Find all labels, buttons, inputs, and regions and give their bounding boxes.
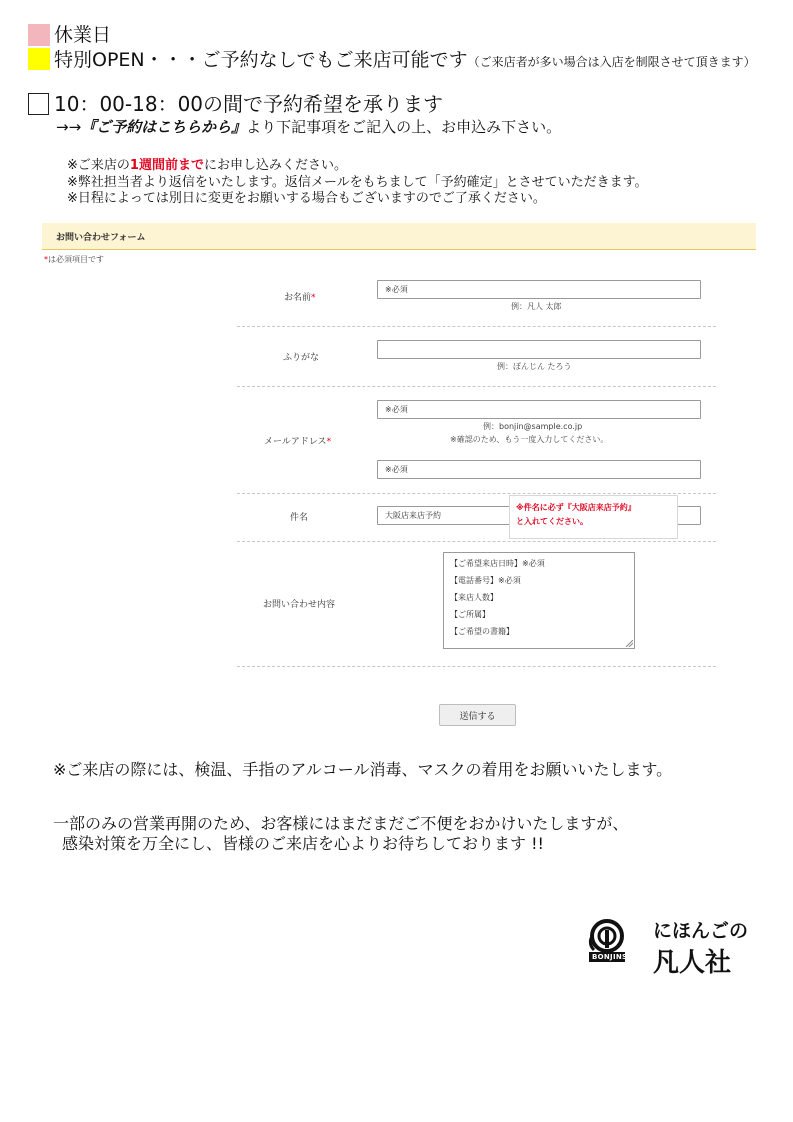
divider xyxy=(237,541,716,542)
required-note-text: は必須項目です xyxy=(48,255,104,264)
closed-day-label: 休業日 xyxy=(54,24,112,46)
bonjinsha-logo xyxy=(587,912,757,976)
resize-handle-icon[interactable] xyxy=(626,640,633,647)
required-star: * xyxy=(326,437,332,447)
subject-field[interactable]: 大阪店来店予約 xyxy=(377,506,701,525)
bonjinsha-emblem-icon xyxy=(587,912,655,976)
note-1-post: にお申し込みください。 xyxy=(203,158,347,173)
special-open-swatch xyxy=(28,48,50,70)
special-open-note: （ご来店者が多い場合は入店を制限させて頂きます） xyxy=(467,55,756,69)
kana-field[interactable] xyxy=(377,340,701,359)
reservation-swatch xyxy=(28,93,49,115)
email-field[interactable]: ※必須 xyxy=(377,400,701,419)
arrow-icon: →→ xyxy=(56,118,82,136)
kana-hint: 例：ぼんじん たろう xyxy=(497,362,572,371)
special-open-label xyxy=(54,49,756,73)
reservation-link[interactable]: 『ご予約はこちらから』 xyxy=(81,118,247,136)
divider xyxy=(237,493,716,494)
name-label-text: お名前 xyxy=(284,293,312,303)
note-2: ※弊社担当者より返信をいたします。返信メールをもちまして「予約確定」とさせていただきます。 xyxy=(67,175,648,190)
logo-sub: BONJINSHA xyxy=(592,953,640,961)
closing-line-2: 感染対策を万全にし、皆様のご来店を心よりお待ちしております !! xyxy=(62,834,544,853)
subject-callout-line-2: と入れてください。 xyxy=(516,517,588,526)
inquiry-line-party-size: 【来店人数】 xyxy=(450,593,498,602)
email-confirm-hint: ※確認のため、もう一度入力してください。 xyxy=(450,435,609,444)
inquiry-textarea[interactable] xyxy=(443,552,635,649)
email-hint: 例：bonjin@sample.co.jp xyxy=(483,422,583,431)
inquiry-label: お問い合わせ内容 xyxy=(263,600,336,610)
hours-text: 10：00-18：00の間で予約希望を承ります xyxy=(54,92,444,116)
required-note xyxy=(44,254,104,265)
safety-notice: ※ご来店の際には、検温、手指のアルコール消毒、マスクの着用をお願いいたします。 xyxy=(53,760,673,779)
subject-label: 件名 xyxy=(290,513,309,523)
logo-line-2: 凡人社 xyxy=(653,948,732,978)
subject-callout-line-1: ※件名に必ず『大阪店来店予約』 xyxy=(516,503,636,512)
closed-day-swatch xyxy=(28,24,50,46)
closing-line-1: 一部のみの営業再開のため、お客様にはまだまだご不便をおかけいたしますが、 xyxy=(53,814,629,833)
required-star: * xyxy=(44,255,48,264)
kana-label: ふりがな xyxy=(283,353,320,363)
note-1-pre: ※ご来店の xyxy=(67,158,130,173)
note-3: ※日程によっては別日に変更をお願いする場合もございますのでご了承ください。 xyxy=(67,191,546,206)
form-header xyxy=(42,223,756,250)
inquiry-line-affiliation: 【ご所属】 xyxy=(450,610,490,619)
name-field[interactable]: ※必須 xyxy=(377,280,701,299)
subject-callout xyxy=(509,495,678,539)
name-label xyxy=(284,290,316,303)
inquiry-line-books: 【ご希望の書籍】 xyxy=(450,627,514,636)
reservation-instruction: より下記事項をご記入の上、お申込み下さい。 xyxy=(246,118,562,136)
note-1-deadline: 1週間前まで xyxy=(129,158,204,173)
divider xyxy=(237,386,716,387)
form-title: お問い合わせフォーム xyxy=(56,233,146,243)
inquiry-line-phone: 【電話番号】※必須 xyxy=(450,576,521,585)
divider xyxy=(237,666,716,667)
submit-button[interactable]: 送信する xyxy=(439,704,516,726)
name-hint: 例：凡人 太郎 xyxy=(511,302,562,311)
email-label xyxy=(264,434,331,447)
special-open-main: 特別OPEN・・・ご予約なしでもご来店可能です xyxy=(54,49,468,71)
logo-line-1: にほんごの xyxy=(653,920,749,942)
required-star: * xyxy=(311,293,316,303)
divider xyxy=(237,326,716,327)
note-1 xyxy=(67,158,347,174)
email-label-text: メールアドレス xyxy=(264,437,327,447)
reservation-link-line xyxy=(56,118,561,136)
inquiry-line-datetime: 【ご希望来店日時】※必須 xyxy=(450,559,545,568)
email-confirm-field[interactable]: ※必須 xyxy=(377,460,701,479)
